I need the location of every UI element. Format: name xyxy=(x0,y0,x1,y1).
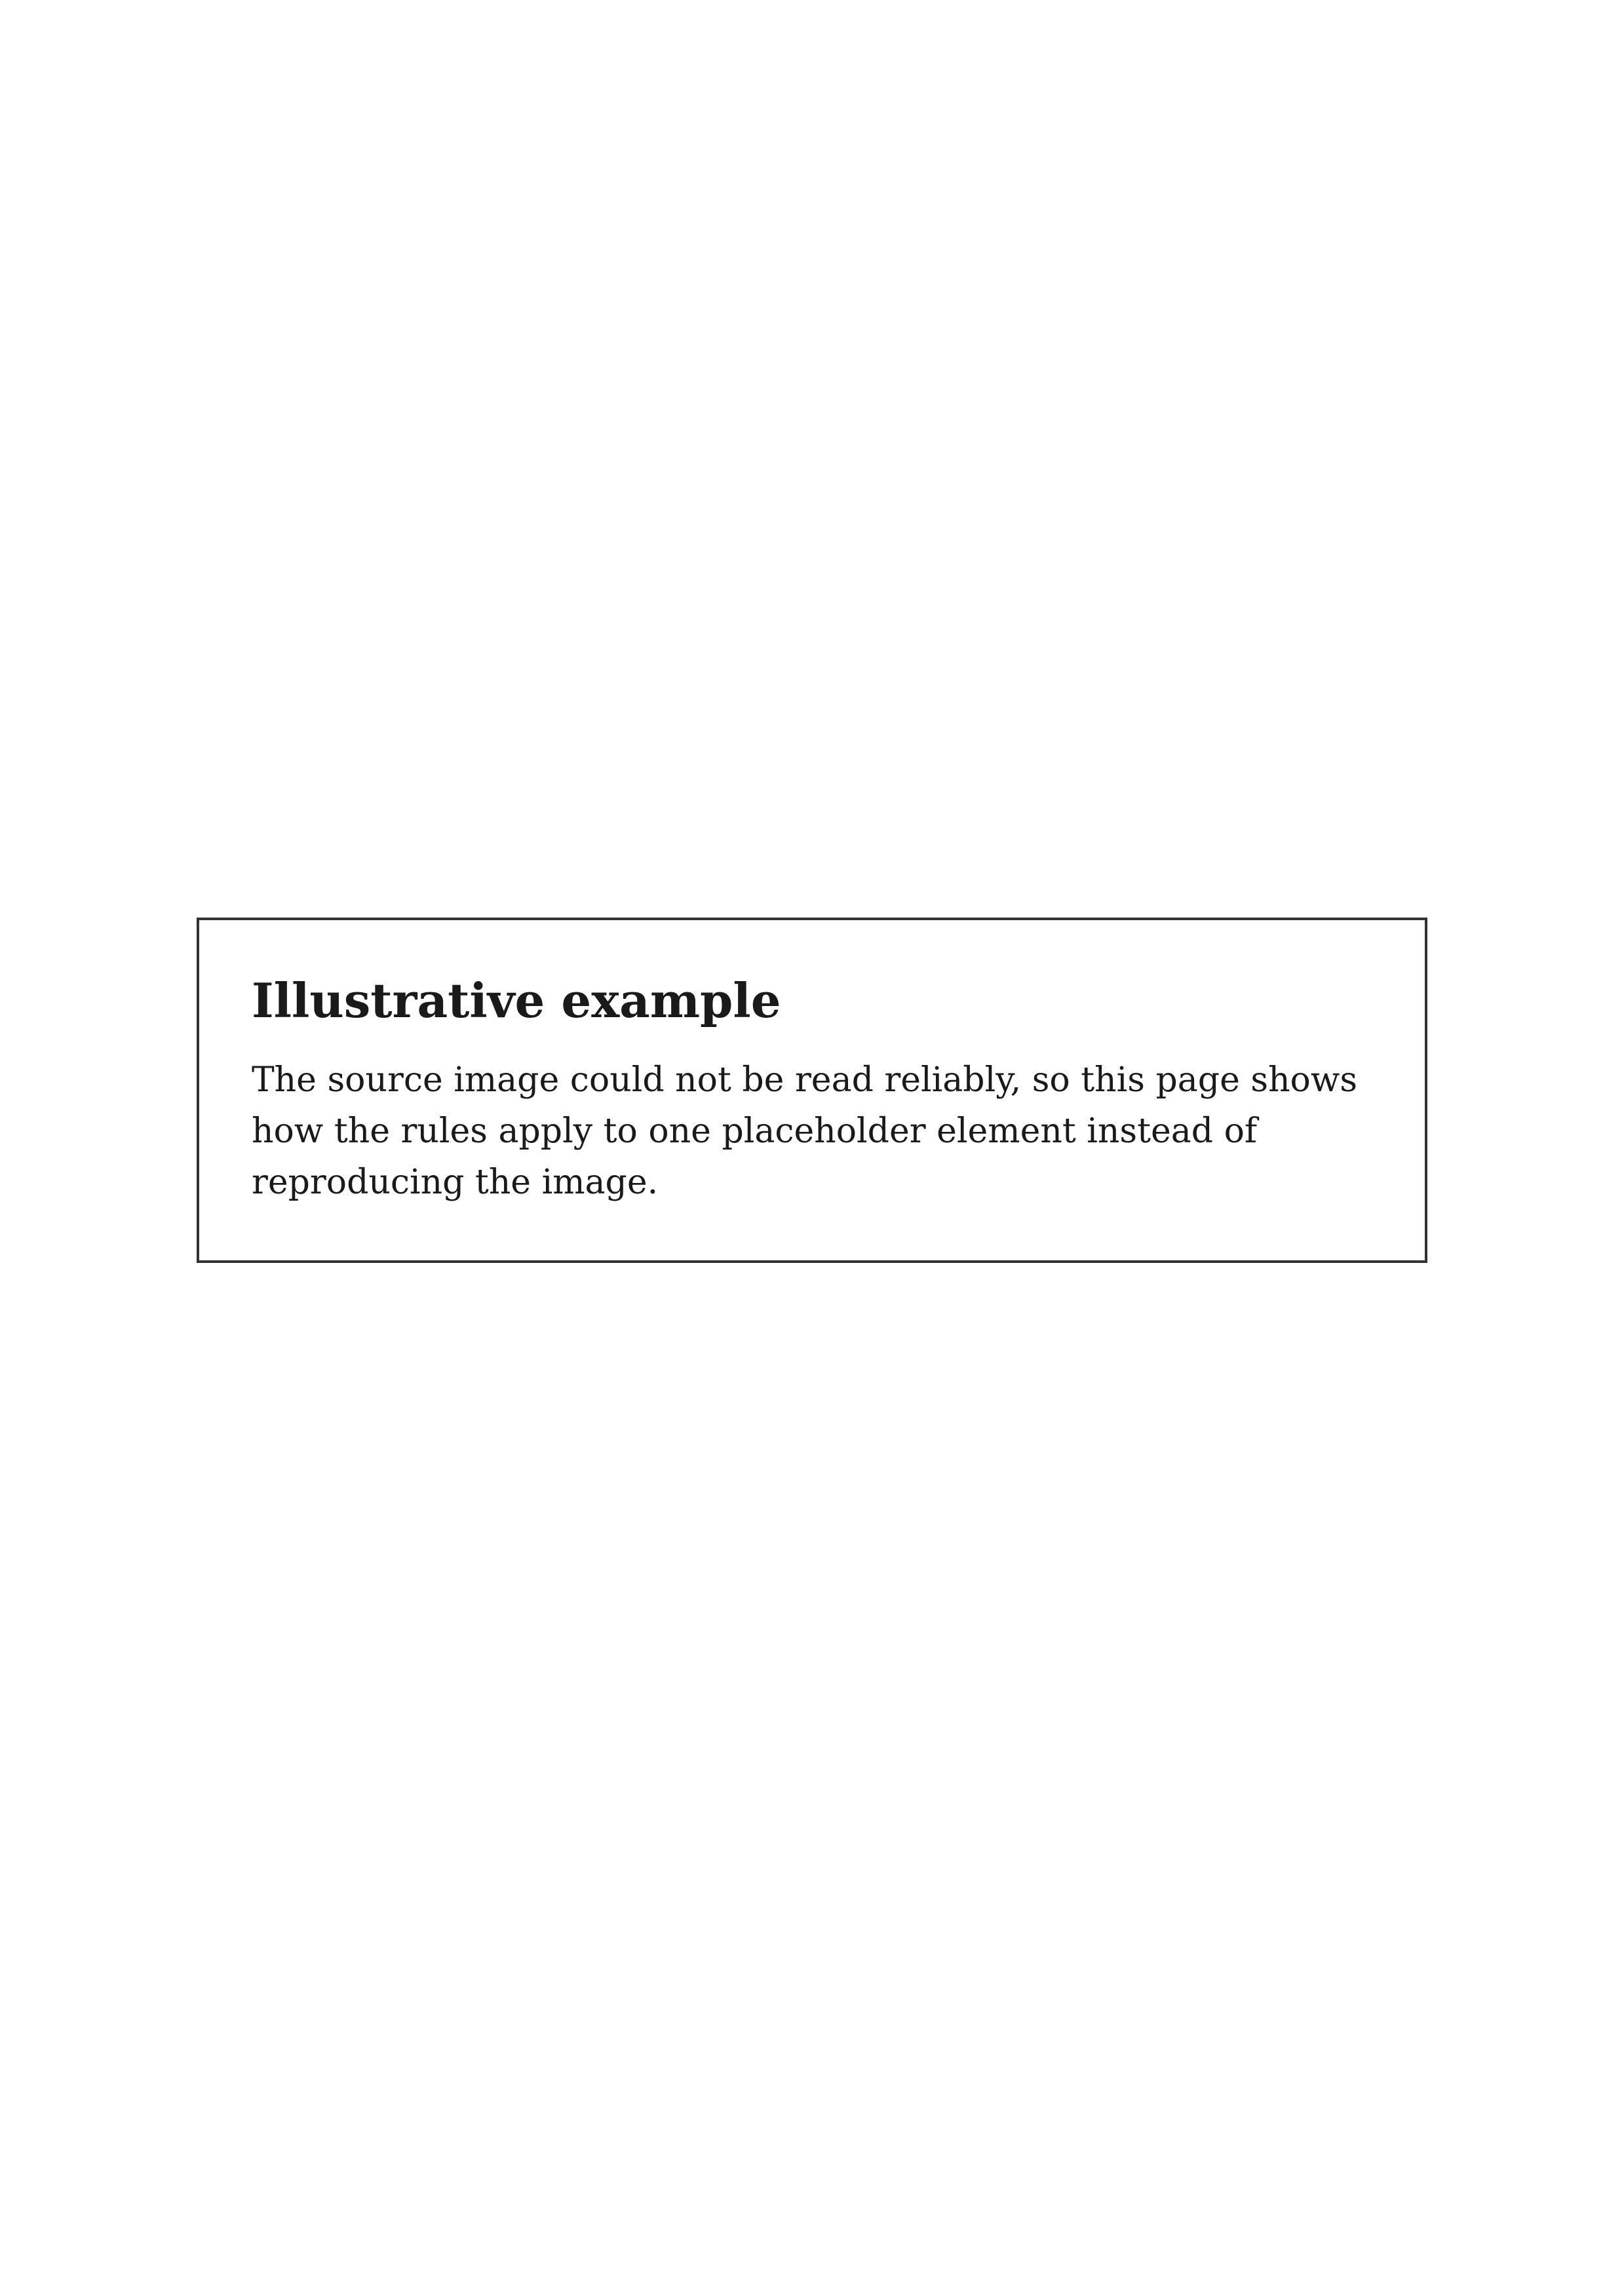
placeholder-heading: Illustrative example xyxy=(252,973,781,1028)
placeholder-body: The source image could not be read reliably, so this page shows how the rules apply to one placeholder element instead of reproducing the image. xyxy=(252,1060,1358,1202)
placeholder-note xyxy=(197,918,1427,1263)
